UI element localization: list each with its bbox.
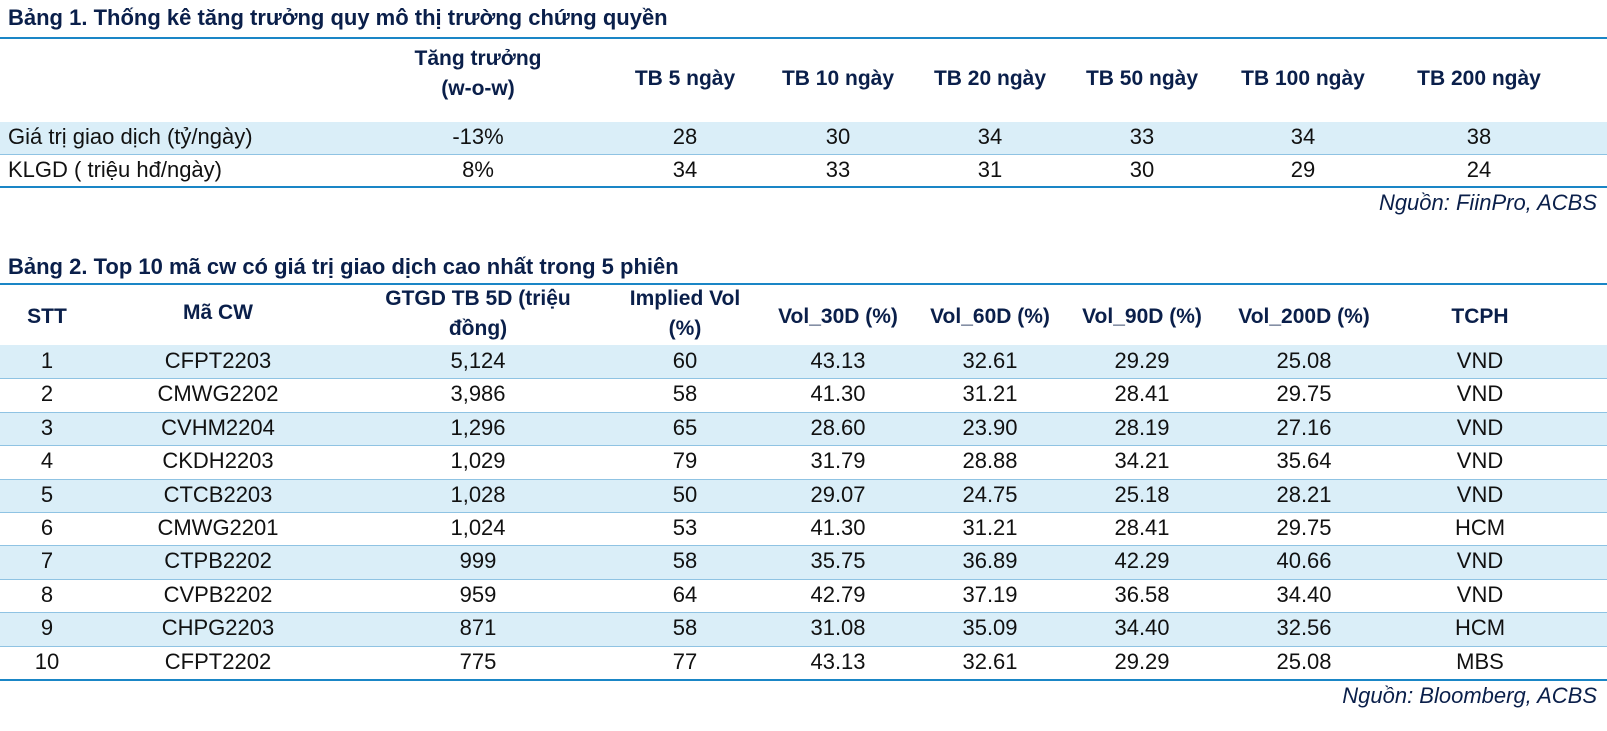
table2-cell-vol200: 27.16 [1276,414,1332,440]
table2-row-divider [0,646,1607,647]
table1-top-rule [0,37,1607,39]
table2-cell-tcph: VND [1456,448,1504,474]
table2-cell-vol30: 31.08 [810,615,866,641]
table2-cell-vol30: 35.75 [810,548,866,574]
table2-cell-gtgd: 5,124 [450,348,506,373]
table2-header-implied-vol: Implied Vol (%) [629,287,741,340]
table1-source: Nguồn: FiinPro, ACBS [1378,190,1597,215]
table1-cell: 38 [1466,124,1492,149]
table2-cell-vol90: 34.40 [1114,615,1170,641]
table1-cell: 34 [977,124,1003,149]
table1-header-growth: Tăng trưởng (w-o-w) [414,47,542,100]
table1-cell: 28 [672,124,698,149]
table1-header-tb5: TB 5 ngày [634,67,736,90]
table2-cell-vol200: 40.66 [1276,548,1332,574]
table2-cell-vol30: 43.13 [810,348,866,373]
table2-cell-tcph: VND [1456,381,1504,407]
table1-cell: 30 [825,124,851,149]
table2-title: Bảng 2. Top 10 mã cw có giá trị giao dịch cao nhất trong 5 phiên [8,254,679,279]
table2-cell-tcph: VND [1456,548,1504,574]
table2-cell-implied-vol: 77 [672,648,698,674]
table2-cell-implied-vol: 64 [672,581,698,607]
table2-header-tcph: TCPH [1451,305,1509,328]
table2-cell-vol60: 23.90 [962,414,1018,440]
table2-cell-stt: 7 [40,548,54,574]
table2-cell-vol90: 29.29 [1114,348,1170,373]
table2-cell-stt: 10 [34,648,60,674]
table1-header-tb100: TB 100 ngày [1241,67,1365,90]
table2-cell-gtgd: 775 [459,648,497,674]
table1-cell: -13% [452,124,504,149]
table2-cell-vol30: 42.79 [810,581,866,607]
table2-cell-implied-vol: 60 [672,348,698,373]
table2-cell-vol60: 36.89 [962,548,1018,574]
table2-row-divider [0,612,1607,613]
table2-cell-vol90: 28.41 [1114,515,1170,540]
table2-cell-ma-cw: CFPT2203 [164,348,272,373]
table2-cell-stt: 6 [40,515,54,540]
table2-cell-tcph: VND [1456,581,1504,607]
table2-cell-tcph: MBS [1456,648,1504,674]
table2-cell-vol90: 25.18 [1114,481,1170,507]
table2-cell-gtgd: 999 [459,548,497,574]
table2-cell-ma-cw: CHPG2203 [161,615,275,641]
table1-header-tb50: TB 50 ngày [1085,67,1199,90]
table1-row-label: KLGD ( triệu hđ/ngày) [8,157,222,182]
table1-row-divider [0,154,1607,155]
table2-cell-tcph: VND [1456,481,1504,507]
table2-row-divider [0,445,1607,446]
table2-cell-vol90: 29.29 [1114,648,1170,674]
table1-row-label: Giá trị giao dịch (tỷ/ngày) [8,124,253,149]
table2-header-vol200: Vol_200D (%) [1238,305,1370,328]
table1-header-tb20: TB 20 ngày [933,67,1047,90]
table2-cell-gtgd: 871 [459,615,497,641]
table2-cell-vol200: 25.08 [1276,348,1332,373]
table2-cell-vol200: 29.75 [1276,515,1332,540]
table2-cell-tcph: VND [1456,348,1504,373]
table2-cell-tcph: HCM [1454,515,1506,540]
table2-row-divider [0,479,1607,480]
table2-cell-stt: 9 [40,615,54,641]
table2-cell-vol60: 35.09 [962,615,1018,641]
table2-cell-vol200: 32.56 [1276,615,1332,641]
table1-cell: 30 [1129,157,1155,182]
table1-cell: 34 [1290,124,1316,149]
table1-cell: 8% [462,157,494,182]
table2-cell-vol60: 24.75 [962,481,1018,507]
table1-header-tb10: TB 10 ngày [781,67,895,90]
table2-cell-vol60: 32.61 [962,348,1018,373]
table1-cell: 33 [825,157,851,182]
table2-cell-gtgd: 1,024 [450,515,506,540]
table1-cell: 33 [1129,124,1155,149]
table1-cell: 29 [1290,157,1316,182]
table2-cell-tcph: VND [1456,414,1504,440]
table2-cell-stt: 8 [40,581,54,607]
table2-cell-vol200: 35.64 [1276,448,1332,474]
table2-cell-implied-vol: 65 [672,414,698,440]
table2-header-vol90: Vol_90D (%) [1082,305,1202,328]
table2-cell-implied-vol: 53 [672,515,698,540]
table2-cell-vol60: 32.61 [962,648,1018,674]
table2-cell-vol30: 41.30 [810,515,866,540]
table2-header-vol60: Vol_60D (%) [930,305,1050,328]
table2-header-gtgd: GTGD TB 5D (triệu đồng) [385,287,571,340]
table2-cell-vol90: 28.19 [1114,414,1170,440]
table2-cell-vol90: 28.41 [1114,381,1170,407]
table2-cell-gtgd: 1,029 [450,448,506,474]
table2-cell-stt: 2 [40,381,54,407]
table2-cell-vol90: 36.58 [1114,581,1170,607]
table2-cell-vol30: 29.07 [810,481,866,507]
table2-cell-ma-cw: CKDH2203 [162,448,274,474]
table2-cell-ma-cw: CMWG2201 [157,515,279,540]
table2-cell-ma-cw: CVPB2202 [163,581,273,607]
table2-top-rule [0,283,1607,285]
table2-cell-implied-vol: 79 [672,448,698,474]
table1-bottom-rule [0,186,1607,188]
table2-cell-vol200: 28.21 [1276,481,1332,507]
table2-cell-ma-cw: CFPT2202 [164,648,272,674]
table2-header-vol30: Vol_30D (%) [778,305,898,328]
table2-cell-vol30: 28.60 [810,414,866,440]
table1-cell: 24 [1466,157,1492,182]
table2-cell-stt: 4 [40,448,54,474]
table2-cell-vol60: 31.21 [962,515,1018,540]
table2-cell-gtgd: 959 [459,581,497,607]
table2-cell-implied-vol: 58 [672,381,698,407]
table2-cell-vol90: 42.29 [1114,548,1170,574]
table2-cell-vol200: 25.08 [1276,648,1332,674]
table2-cell-ma-cw: CTPB2202 [164,548,272,574]
table2-row-divider [0,512,1607,513]
table2-cell-gtgd: 1,028 [450,481,506,507]
table2-source: Nguồn: Bloomberg, ACBS [1342,683,1597,708]
table2-cell-gtgd: 1,296 [450,414,506,440]
table2-cell-stt: 1 [40,348,54,373]
table2-header-stt: STT [27,305,67,328]
table2-cell-vol30: 31.79 [810,448,866,474]
table2-row-divider [0,545,1607,546]
table2-cell-tcph: HCM [1454,615,1506,641]
table2-cell-stt: 3 [40,414,54,440]
table2-cell-vol90: 34.21 [1114,448,1170,474]
table2-cell-vol60: 37.19 [962,581,1018,607]
table2-bottom-rule [0,679,1607,681]
table1-header-tb200: TB 200 ngày [1417,67,1541,90]
table1-cell: 34 [672,157,698,182]
table2-cell-implied-vol: 50 [672,481,698,507]
table2-cell-ma-cw: CTCB2203 [163,481,273,507]
table2-cell-vol60: 31.21 [962,381,1018,407]
table2-cell-gtgd: 3,986 [450,381,506,407]
table2-cell-implied-vol: 58 [672,548,698,574]
table2-row-divider [0,579,1607,580]
table2-row-divider [0,378,1607,379]
table1-cell: 31 [977,157,1003,182]
table2-cell-vol30: 41.30 [810,381,866,407]
table2-cell-ma-cw: CVHM2204 [161,414,275,440]
table2-cell-vol200: 29.75 [1276,381,1332,407]
table2-cell-vol30: 43.13 [810,648,866,674]
table2-cell-implied-vol: 58 [672,615,698,641]
table2-row-divider [0,412,1607,413]
table2-cell-stt: 5 [40,481,54,507]
table2-cell-vol60: 28.88 [962,448,1018,474]
table2-cell-ma-cw: CMWG2202 [157,381,279,407]
table2-header-ma-cw: Mã CW [183,301,253,324]
table2-cell-vol200: 34.40 [1276,581,1332,607]
table1-title: Bảng 1. Thống kê tăng trưởng quy mô thị trường chứng quyền [8,5,668,30]
